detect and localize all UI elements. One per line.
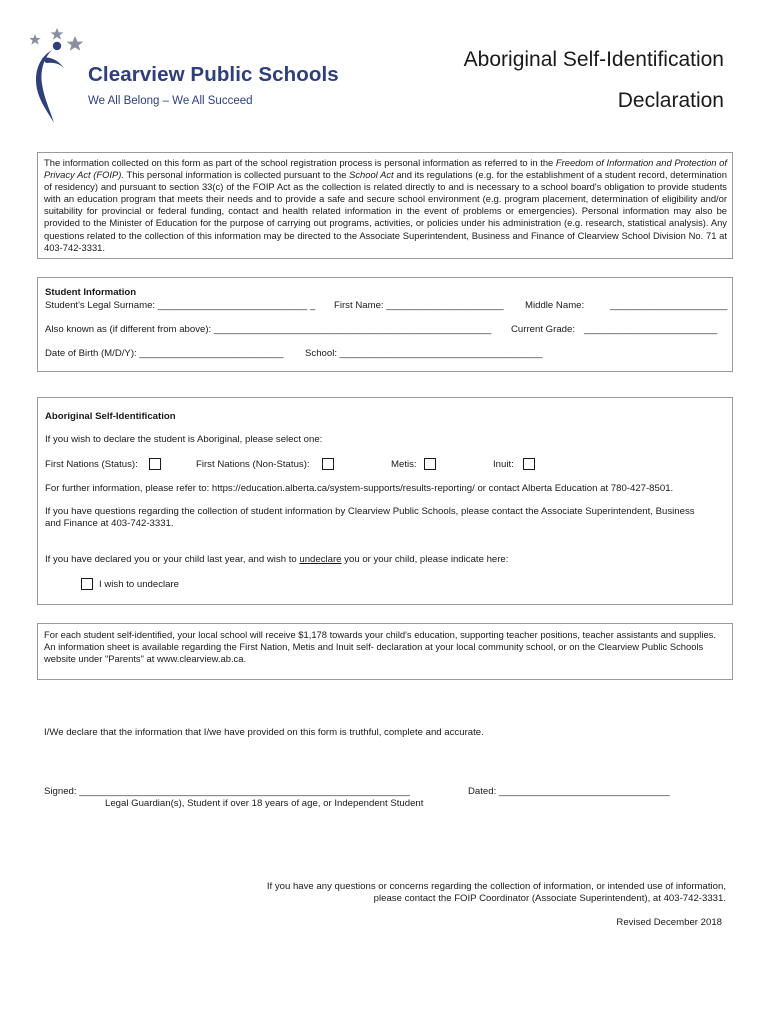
signature-field[interactable]: Signed: ______________________________________________________________ — [44, 786, 411, 797]
funding-info-box — [37, 623, 733, 680]
org-name: Clearview Public Schools — [88, 63, 339, 86]
option-label-inuit: Inuit: — [493, 459, 514, 470]
aka-field[interactable]: Also known as (if different from above): ____________________________________________________ — [45, 324, 492, 335]
student-info-box — [37, 277, 733, 372]
dob-field[interactable]: Date of Birth (M/D/Y): ___________________________ — [45, 348, 284, 359]
aboriginal-heading: Aboriginal Self-Identification — [45, 411, 176, 422]
declare-prompt: If you wish to declare the student is Aboriginal, please select one: — [45, 434, 323, 445]
aboriginal-id-box — [37, 397, 733, 605]
form-title-line1: Aboriginal Self-Identification — [463, 48, 724, 71]
current-grade-label: Current Grade: — [511, 324, 575, 335]
foip-notice-box — [37, 152, 733, 259]
declaration-statement: I/We declare that the information that I/we have provided on this form is truthful, complete and accurate. — [44, 727, 484, 738]
foip-text-1: The information collected on this form as part of the school registration process is personal information as referred to in the — [44, 157, 556, 168]
form-title-line2: Declaration — [617, 89, 724, 112]
star-icon — [51, 28, 64, 40]
school-act-name: School Act — [349, 169, 394, 181]
foip-text-3: and its regulations (e.g. for the establishment of a student record, determination of residency) and pursuant to section 33(c) of the FOIP Act as the collection is related directly to and is necessary to a school board's obligation to provide students with an education program that meets their needs and to provide a safe and secure school environment (e.g. program placement, determination of eligibility and/or suitability for provincial or federal funding, contact and health related information in the event of problems or emergencies). Personal information may also be provided to the Minister of Education for the purpose of carrying out programs, activities, or policies under his administration (e.g. research, statistical analysis). Any questions related to the collection of this information may be directed to the Associate Superintendent, Business and Finance of Clearview School Division No. 71 at 403-742-3331. — [44, 169, 727, 253]
middle-name-field[interactable]: ______________________ — [610, 300, 728, 311]
org-tagline: We All Belong – We All Succeed — [88, 95, 253, 107]
first-nations-status-checkbox[interactable] — [149, 458, 161, 470]
undeclare-checkbox[interactable] — [81, 578, 93, 590]
option-label-first-nations-non-status: First Nations (Non-Status): — [196, 459, 310, 470]
student-info-heading: Student Information — [45, 287, 137, 298]
school-field[interactable]: School: ______________________________________ — [305, 348, 543, 359]
foip-act-name: Freedom of Information and Protection of Privacy Act (FOIP). — [44, 157, 727, 181]
current-grade-field[interactable]: _________________________ — [584, 324, 718, 335]
questions-text: If you have questions regarding the collection of student information by Clearview Public Schools, please contact the Associate Superintendent, Business and Finance at 403-742-3331. — [45, 506, 695, 530]
undeclare-prompt-a: If you have declared you or your child last year, and wish to — [45, 554, 300, 565]
dated-field[interactable]: Dated: ________________________________ — [468, 786, 670, 797]
undeclare-word: undeclare — [299, 554, 342, 565]
metis-checkbox[interactable] — [424, 458, 436, 470]
surname-field[interactable]: Student's Legal Surname: ____________________________ _ — [45, 300, 316, 311]
funding-text: For each student self-identified, your local school will receive $1,178 towards your child's education, supporting teacher positions, teacher assistants and supplies. An information sheet is available regarding the First Nation, Metis and Inuit self- declaration at your local community school, or on the Clearview Public Schools website under "Parents" at www.clearview.ab.ca. — [44, 629, 716, 665]
clearview-logo-icon — [30, 28, 90, 128]
undeclare-prompt — [45, 554, 508, 565]
revised-date: Revised December 2018 — [616, 917, 722, 928]
middle-name-label: Middle Name: — [525, 300, 585, 311]
undeclare-prompt-b: you or your child, please indicate here: — [341, 554, 509, 565]
inuit-checkbox[interactable] — [523, 458, 535, 470]
undeclare-option-label: I wish to undeclare — [99, 579, 179, 590]
foip-text-2: This personal information is collected pursuant to the — [124, 169, 350, 181]
further-info-text: For further information, please refer to: https://education.alberta.ca/system-supports/results-reporting/ or contact Alberta Education at 780-427-8501. — [45, 483, 674, 494]
first-nations-non-status-checkbox[interactable] — [322, 458, 334, 470]
foip-contact-line2: please contact the FOIP Coordinator (Associate Superintendent), at 403-742-3331. — [373, 893, 726, 904]
first-name-field[interactable]: First Name: ______________________ — [334, 300, 504, 311]
foip-contact-line1: If you have any questions or concerns regarding the collection of information, or intended use of information, — [266, 881, 726, 892]
option-label-first-nations-status: First Nations (Status): — [45, 459, 138, 470]
signature-caption: Legal Guardian(s), Student if over 18 years of age, or Independent Student — [105, 798, 424, 809]
star-icon — [30, 34, 41, 45]
star-icon — [67, 36, 84, 51]
option-label-metis: Metis: — [391, 459, 417, 470]
